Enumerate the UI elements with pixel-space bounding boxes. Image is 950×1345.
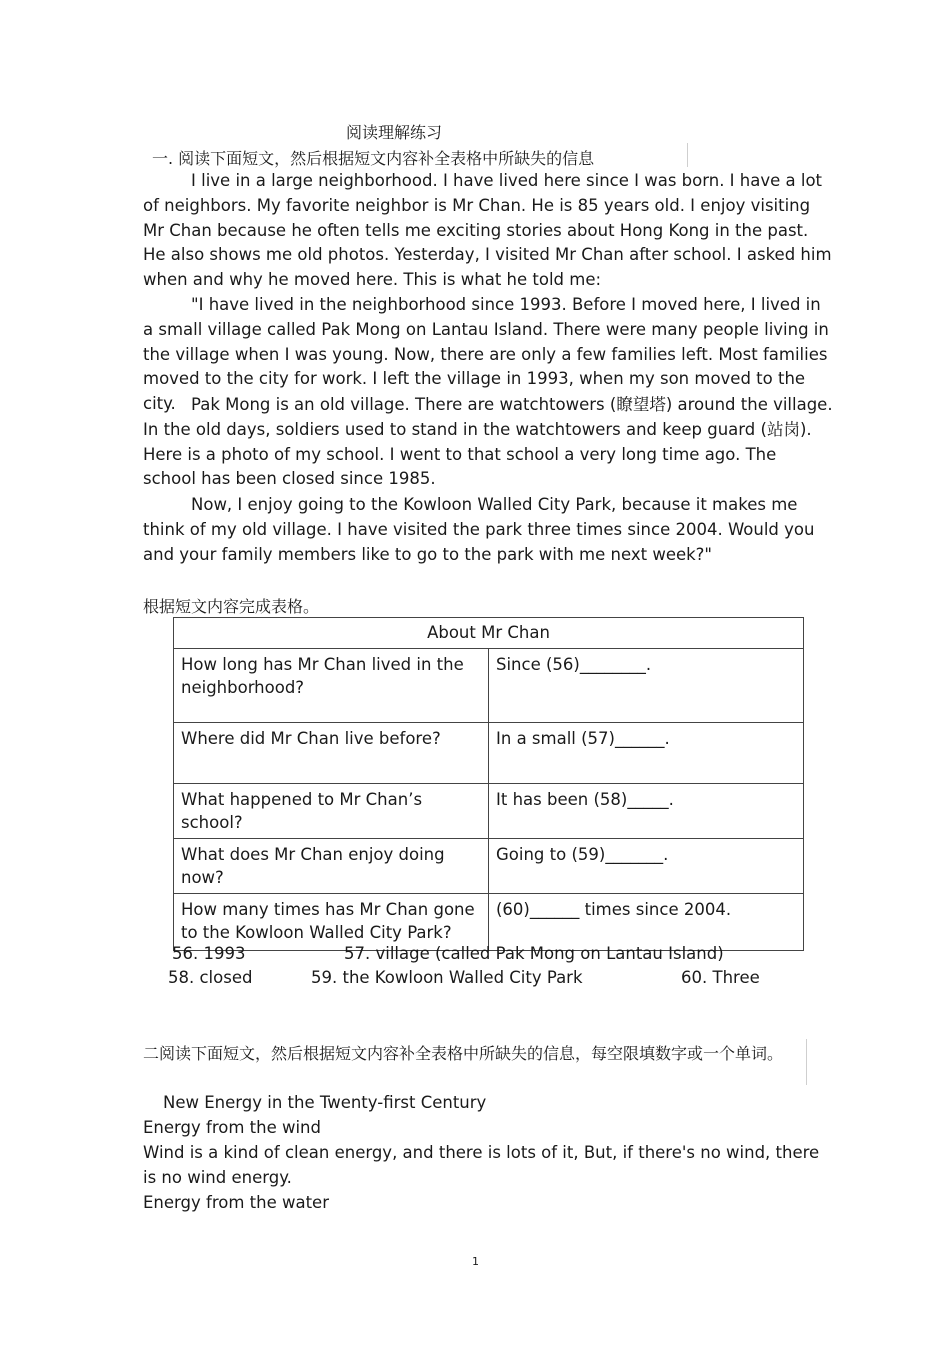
answer-58: 58. closed — [168, 968, 253, 987]
section1-heading: 一. 阅读下面短文，然后根据短文内容补全表格中所缺失的信息 — [152, 149, 595, 168]
table-instruction: 根据短文内容完成表格。 — [143, 597, 320, 616]
table-question: What happened to Mr Chan’s school? — [174, 784, 489, 839]
about-mr-chan-table — [173, 617, 804, 951]
table-answer: In a small (57)______. — [489, 723, 804, 784]
answer-60: 60. Three — [681, 968, 760, 987]
subheading-wind: Energy from the wind — [143, 1118, 321, 1137]
table-question: How long has Mr Chan lived in the neighborhood? — [174, 649, 489, 723]
table-row — [174, 649, 804, 723]
paragraph-2: "I have lived in the neighborhood since 1993. Before I moved here, I lived in a small village called Pak Mong on Lantau Island. There were many people living in the village when I was young. Now, there are only a few families left. Most families moved to the city for work. I left the village in 1993, when my son moved to the city. — [143, 295, 829, 414]
table-header: About Mr Chan — [174, 618, 804, 649]
table-question: Where did Mr Chan live before? — [174, 723, 489, 784]
paragraph-3: Pak Mong is an old village. There are watchtowers (瞭望塔) around the village. In the old days, soldiers used to stand in the watchtowers and keep guard (站岗). Here is a photo of my school. I went to that school a very long time ago. The school has been closed since 1985. — [143, 395, 833, 489]
section2-heading: 二阅读下面短文，然后根据短文内容补全表格中所缺失的信息，每空限填数字或一个单词。 — [143, 1044, 784, 1063]
table-row — [174, 723, 804, 784]
table-question: How many times has Mr Chan gone to the Kowloon Walled City Park? — [174, 894, 489, 951]
margin-bar — [687, 143, 688, 167]
table-answer: It has been (58)_____. — [489, 784, 804, 839]
page-number: 1 — [472, 1255, 479, 1268]
table-row — [174, 839, 804, 894]
answer-56: 56. 1993 — [172, 944, 246, 963]
table-question: What does Mr Chan enjoy doing now? — [174, 839, 489, 894]
table-row — [174, 784, 804, 839]
table-answer: Since (56)________. — [489, 649, 804, 723]
answer-57: 57. village (called Pak Mong on Lantau Island) — [344, 944, 724, 963]
margin-bar — [806, 1039, 807, 1085]
table-answer: Going to (59)_______. — [489, 839, 804, 894]
answer-59: 59. the Kowloon Walled City Park — [311, 968, 583, 987]
paragraph-1: I live in a large neighborhood. I have lived here since I was born. I have a lot of neighbors. My favorite neighbor is Mr Chan. He is 85 years old. I enjoy visiting Mr Chan because he often tells me exciting stories about Hong Kong in the past. He also shows me old photos. Yesterday, I visited Mr Chan after school. I asked him when and why he moved here. This is what he told me: — [143, 171, 832, 290]
table-row — [174, 894, 804, 951]
wind-paragraph: Wind is a kind of clean energy, and there is lots of it, But, if there's no wind, there is no wind energy. — [143, 1143, 820, 1187]
paragraph-4: Now, I enjoy going to the Kowloon Walled City Park, because it makes me think of my old village. I have visited the park three times since 2004. Would you and your family members like to go to the park with me next week?" — [143, 495, 815, 564]
subheading-water: Energy from the water — [143, 1193, 329, 1212]
document-title: 阅读理解练习 — [346, 123, 443, 142]
table-answer: (60)______ times since 2004. — [489, 894, 804, 951]
section2-title: New Energy in the Twenty-first Century — [163, 1093, 487, 1112]
